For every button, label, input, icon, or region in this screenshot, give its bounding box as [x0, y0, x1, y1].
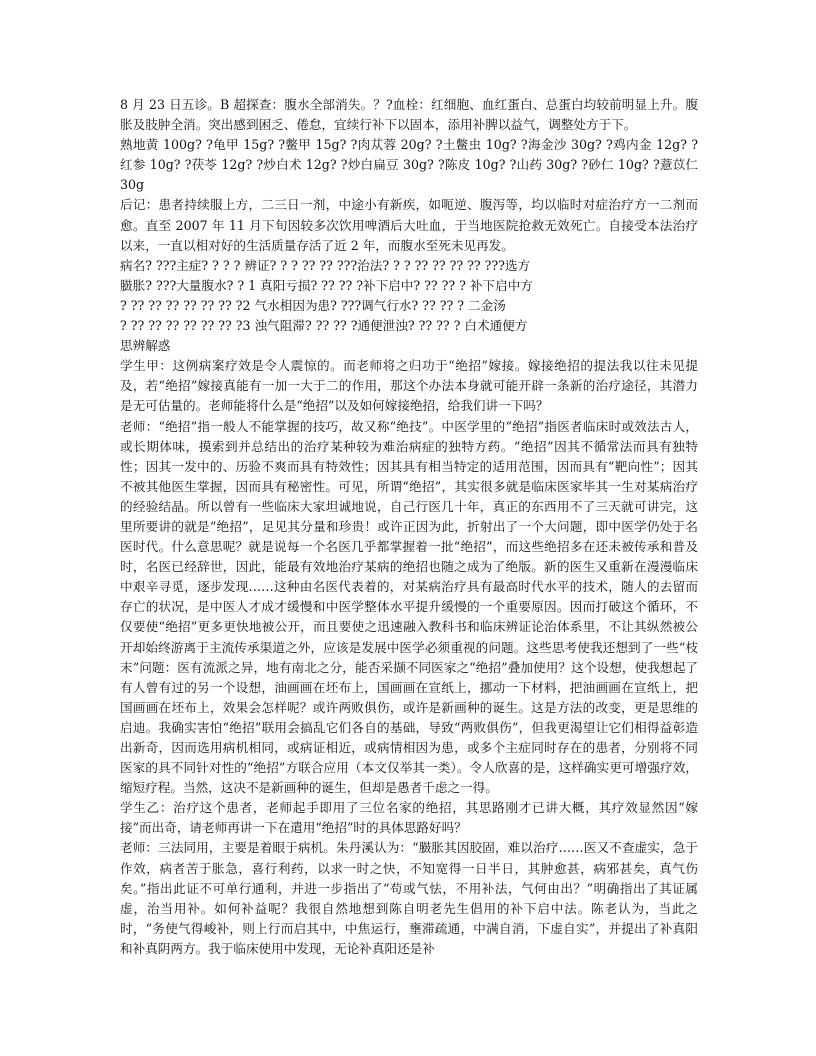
table-row-line: 臌胀? ???大量腹水? ? 1 真阳亏损? ?? ?? ?补下启中? ?? ?? ? 补下启中方: [120, 277, 533, 293]
student-a-question: 学生甲：这例病案疗效是令人震惊的。而老师将之归功于“绝招”嫁接。嫁接绝招的提法我以往未见提及，若“绝招”嫁接真能有一加一大于二的作用，那这个办法本身就可能开辟一条新的治疗途径，其潜力是无可估量的。老师能将什么是“绝招”以及如何嫁接绝招，给我们讲一下吗？: [120, 358, 698, 414]
student-b-question: 学生乙：治疗这个患者，老师起手即用了三位名家的绝招，其思路刚才已讲大概，其疗效显然因“嫁接”而出奇，请老师再讲一下在遣用“绝招”时的具体思路好吗？: [120, 800, 698, 836]
fifth-visit-paragraph: 8 月 23 日五诊。B 超探查：腹水全部消失。？?血栓：红细胞、血红蛋白、总蛋白均较前明显上升。腹胀及肢肿全消。突出感到困乏、倦怠，宜续行补下以固本，添用补脾以益气，调整处方于下。: [120, 97, 698, 133]
table-row-line: ? ?? ?? ?? ?? ?? ?? ?3 浊气阻滞? ?? ?? ?通便泄浊? ?? ?? ? 白术通便方: [120, 318, 528, 334]
prescription-paragraph: 熟地黄 100g? ?龟甲 15g? ?鳖甲 15g? ?肉苁蓉 20g? ?土鳖虫 10g? ?海金沙 30g? ?鸡内金 12g? ?红参 10g? ?茯苓 12g? ?炒白术 12g? ?炒白扁豆 30g? ?陈皮 10g? ?山药 30g? ?砂仁 10g? ?薏苡仁 30g: [120, 137, 698, 193]
postscript-paragraph: 后记：患者持续服上方，二三日一剂，中途小有新疾，如呃逆、腹泻等，均以临时对症治疗方一二剂而愈。直至 2007 年 11 月下旬因较多次饮用啤酒后大吐血，于当地医院抢救无效死亡。自接受本法治疗以来，一直以相对好的生活质量存活了近 2 年，而腹水至死未见再发。: [120, 197, 698, 253]
teacher-answer-1: 老师：“绝招”指一般人不能掌握的技巧，故又称“绝技”。中医学里的“绝招”指医者临床时或效法古人，或长期体味，摸索到并总结出的治疗某种较为难治病症的独特方药。“绝招”因其不循常法而具有独特性；因其一发中的、历验不爽而具有特效性；因其具有相当特定的适用范围，因而具有“靶向性”；因其不被其他医生掌握，因而具有秘密性。可见，所谓“绝招”，其实很多就是临床医家毕其一生对某病治疗的经验结晶。所以曾有一些临床大家坦诚地说，自己行医几十年，真正的东西用不了三天就可讲完，这里所要讲的就是“绝招”，足见其分量和珍贵！或许正因为此，折射出了一个大问题，即中医学仍处于名医时代。什么意思呢？就是说每一个名医几乎都掌握着一批“绝招”，而这些绝招多在还未被传承和普及时，名医已经辞世，因此，能最有效地治疗某病的绝招也随之成为了绝版。新的医生又重新在漫漫临床中艰辛寻觅，逐步发现……这种由名医代表着的，对某病治疗具有最高时代水平的技术，随人的去留而存亡的状况，是中医人才成才缓慢和中医学整体水平提升缓慢的一个重要原因。因而打破这个循环，不仅要使“绝招”更多更快地被公开，而且要使之迅速融入教科书和临床辨证论治体系里，不让其纵然被公开却始终游离于主流传承渠道之外，应该是发展中医学必须重视的问题。这些思考使我还想到了一些“枝末”问题：医有流派之异，地有南北之分，能否采撷不同医家之“绝招”叠加使用？这个设想，使我想起了有人曾有过的另一个设想，油画画在坯布上，国画画在宣纸上，挪动一下材料，把油画画在宣纸上，把国画画在坯布上，效果会怎样呢？或许两败俱伤，或许是新画种的诞生。这是方法的改变，更是思维的启迪。我确实害怕“绝招”联用会搞乱它们各自的基础，导致“两败俱伤”，但我更渴望让它们相得益彰造出新奇，因而选用病机相同，或病证相近，或病情相因为患，或多个主症同时存在的患者，分别将不同医家的具不同针对性的“绝招”方联合应用（本文仅举其一类）。令人欣喜的是，这样确实更可增强疗效，缩短疗程。当然，这决不是新画种的诞生，但却是愚者千虑之一得。: [120, 418, 698, 796]
section-title: 思辨解惑: [120, 338, 171, 354]
teacher-answer-2: 老师：三法同用，主要是着眼于病机。朱丹溪认为：“臌胀其因胶固，难以治疗……医又不查虚实，急于作效，病者苦于胀急，喜行利药，以求一时之快，不知宽得一日半日，其肿愈甚，病邪甚矣，真气伤矣。”指出此证不可单行通利，并进一步指出了“苟或气怯，不用补法，气何由出？”明确指出了其证属虚，治当用补。如何补益呢？我很自然地想到陈自明老先生倡用的补下启中法。陈老认为，当此之时，“务使气得峻补，则上行而启其中，中焦运行，壅滞疏通，中满自消，下虚自实”，并提出了补真阳和补真阴两方。我于临床使用中发现，无论补真阳还是补: [120, 840, 698, 956]
table-header-line: 病名? ???主症? ? ? ? 辨证? ? ? ?? ?? ???治法? ? ? ?? ?? ?? ?? ???选方: [120, 257, 531, 273]
document-page: [120, 95, 698, 959]
table-row-line: ? ?? ?? ?? ?? ?? ?? ?2 气水相因为患? ???调气行水? ?? ?? ? 二金汤: [120, 297, 506, 313]
